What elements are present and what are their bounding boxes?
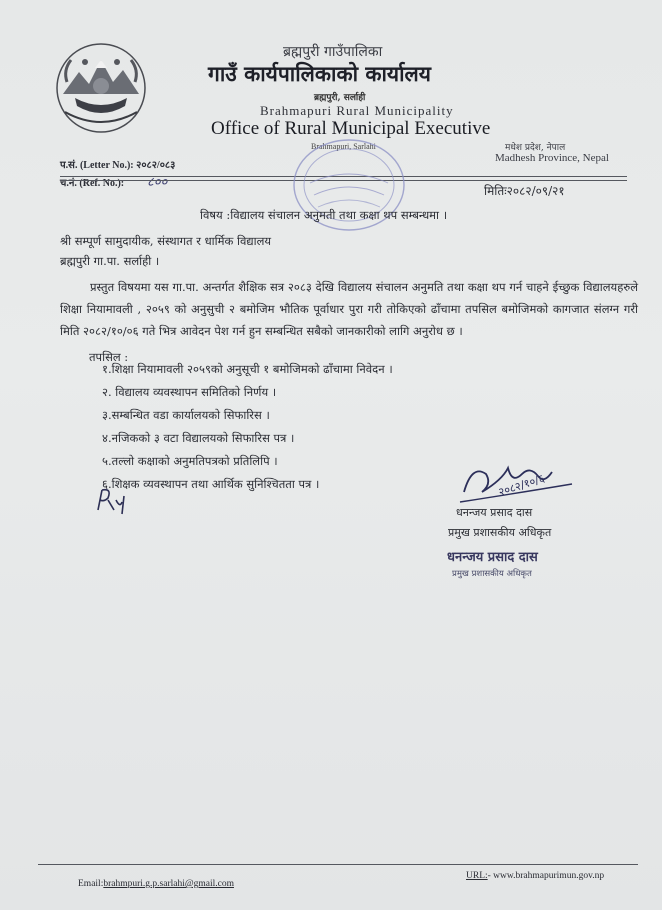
url-label: URL: [466, 871, 488, 881]
annex-list-item: ५.तल्लो कक्षाको अनुमतिपत्रको प्रतिलिपि । [102, 454, 278, 468]
signatory-title: प्रमुख प्रशासकीय अधिकृत [448, 526, 552, 539]
url-link[interactable]: - www.brahmapurimun.gov.np [487, 871, 605, 881]
province-nepali: मधेश प्रदेश, नेपाल [505, 143, 566, 153]
footer-url [466, 871, 604, 881]
annex-list-item: १.शिक्षा नियामावली २०५९को अनुसूची १ बमोजिमको ढाँचामा निवेदन । [102, 362, 393, 376]
reference-number-label: च.नं. (Ref. No.): [60, 178, 125, 189]
office-name-nepali: गाउँ कार्यपालिकाको कार्यालय [208, 61, 431, 86]
annex-list-item: ४.नजिकको ३ वटा विद्यालयको सिफारिस पत्र । [102, 431, 295, 445]
nepal-emblem-logo [55, 42, 147, 134]
reference-number-value: ८०० [147, 175, 168, 190]
office-name-english: Office of Rural Municipal Executive [211, 118, 491, 139]
officer-signature [452, 444, 612, 514]
letter-number: प.सं. (Letter No.): २०८२/०८३ [60, 160, 176, 171]
letter-subject: विषय :विद्यालय संचालन अनुमती तथा कक्षा थप सम्बन्धमा । [200, 208, 448, 222]
annex-list-item: ६.शिक्षक व्यवस्थापन तथा आर्थिक सुनिश्चितता पत्र । [102, 477, 320, 491]
svg-text:२०८२/१०/६: २०८२/१०/६ [496, 471, 547, 499]
letter-body-paragraph: प्रस्तुत विषयमा यस गा.पा. अन्तर्गत शैक्षिक सत्र २०८३ देखि विद्यालय संचालन अनुमति तथा कक्षा थप गर्न चाहने ईच्छुक विद्यालयहरुले शिक्षा नियामावली , २०५९ को अनुसुची २ बमोजिम भौतिक पूर्वाधार पुरा गरी तोकिएको ढाँचामा तपसिल बमोजिमको कागजात संलग्न गरी मिति २०८२/१०/०६ गते भित्र आवेदन पेश गर्न हुन सम्बन्धित सबैको जानकारीको लागि अनुरोध छ । [60, 280, 638, 338]
province-english: Madhesh Province, Nepal [495, 152, 609, 164]
email-label: Email: [78, 879, 104, 889]
address-english: Brahmapuri, Sarlahi [311, 142, 376, 151]
addressee-line-1: श्री सम्पूर्ण सामुदायीक, संस्थागत र धार्मिक विद्यालय [60, 234, 272, 248]
municipality-name-nepali: ब्रह्मपुरी गाउँपालिका [283, 44, 383, 60]
footer-divider-line [38, 864, 638, 865]
letter-date: मितिः२०८२/०९/२१ [484, 184, 565, 198]
signatory-title-stamp: प्रमुख प्रशासकीय अधिकृत [452, 569, 532, 579]
signatory-name: धनन्जय प्रसाद दास [456, 506, 533, 519]
email-link[interactable]: brahmpuri.g.p.sarlahi@gmail.com [103, 879, 234, 889]
addressee-line-2: ब्रह्मपुरी गा.पा. सर्लाही । [60, 254, 160, 268]
footer-email [78, 879, 234, 889]
handwritten-initials [92, 486, 136, 516]
annex-list-item: ३.सम्बन्धित वडा कार्यालयको सिफारिस । [102, 408, 270, 422]
annex-list-item: २. विद्यालय व्यवस्थापन समितिको निर्णय । [102, 385, 277, 399]
annex-heading: तपसिल : [89, 350, 129, 364]
municipality-name-english: Brahmapuri Rural Municipality [260, 103, 454, 118]
signatory-name-stamp: धनन्जय प्रसाद दास [447, 550, 538, 565]
address-nepali: ब्रह्मपुरी, सर्लाही [314, 93, 366, 103]
